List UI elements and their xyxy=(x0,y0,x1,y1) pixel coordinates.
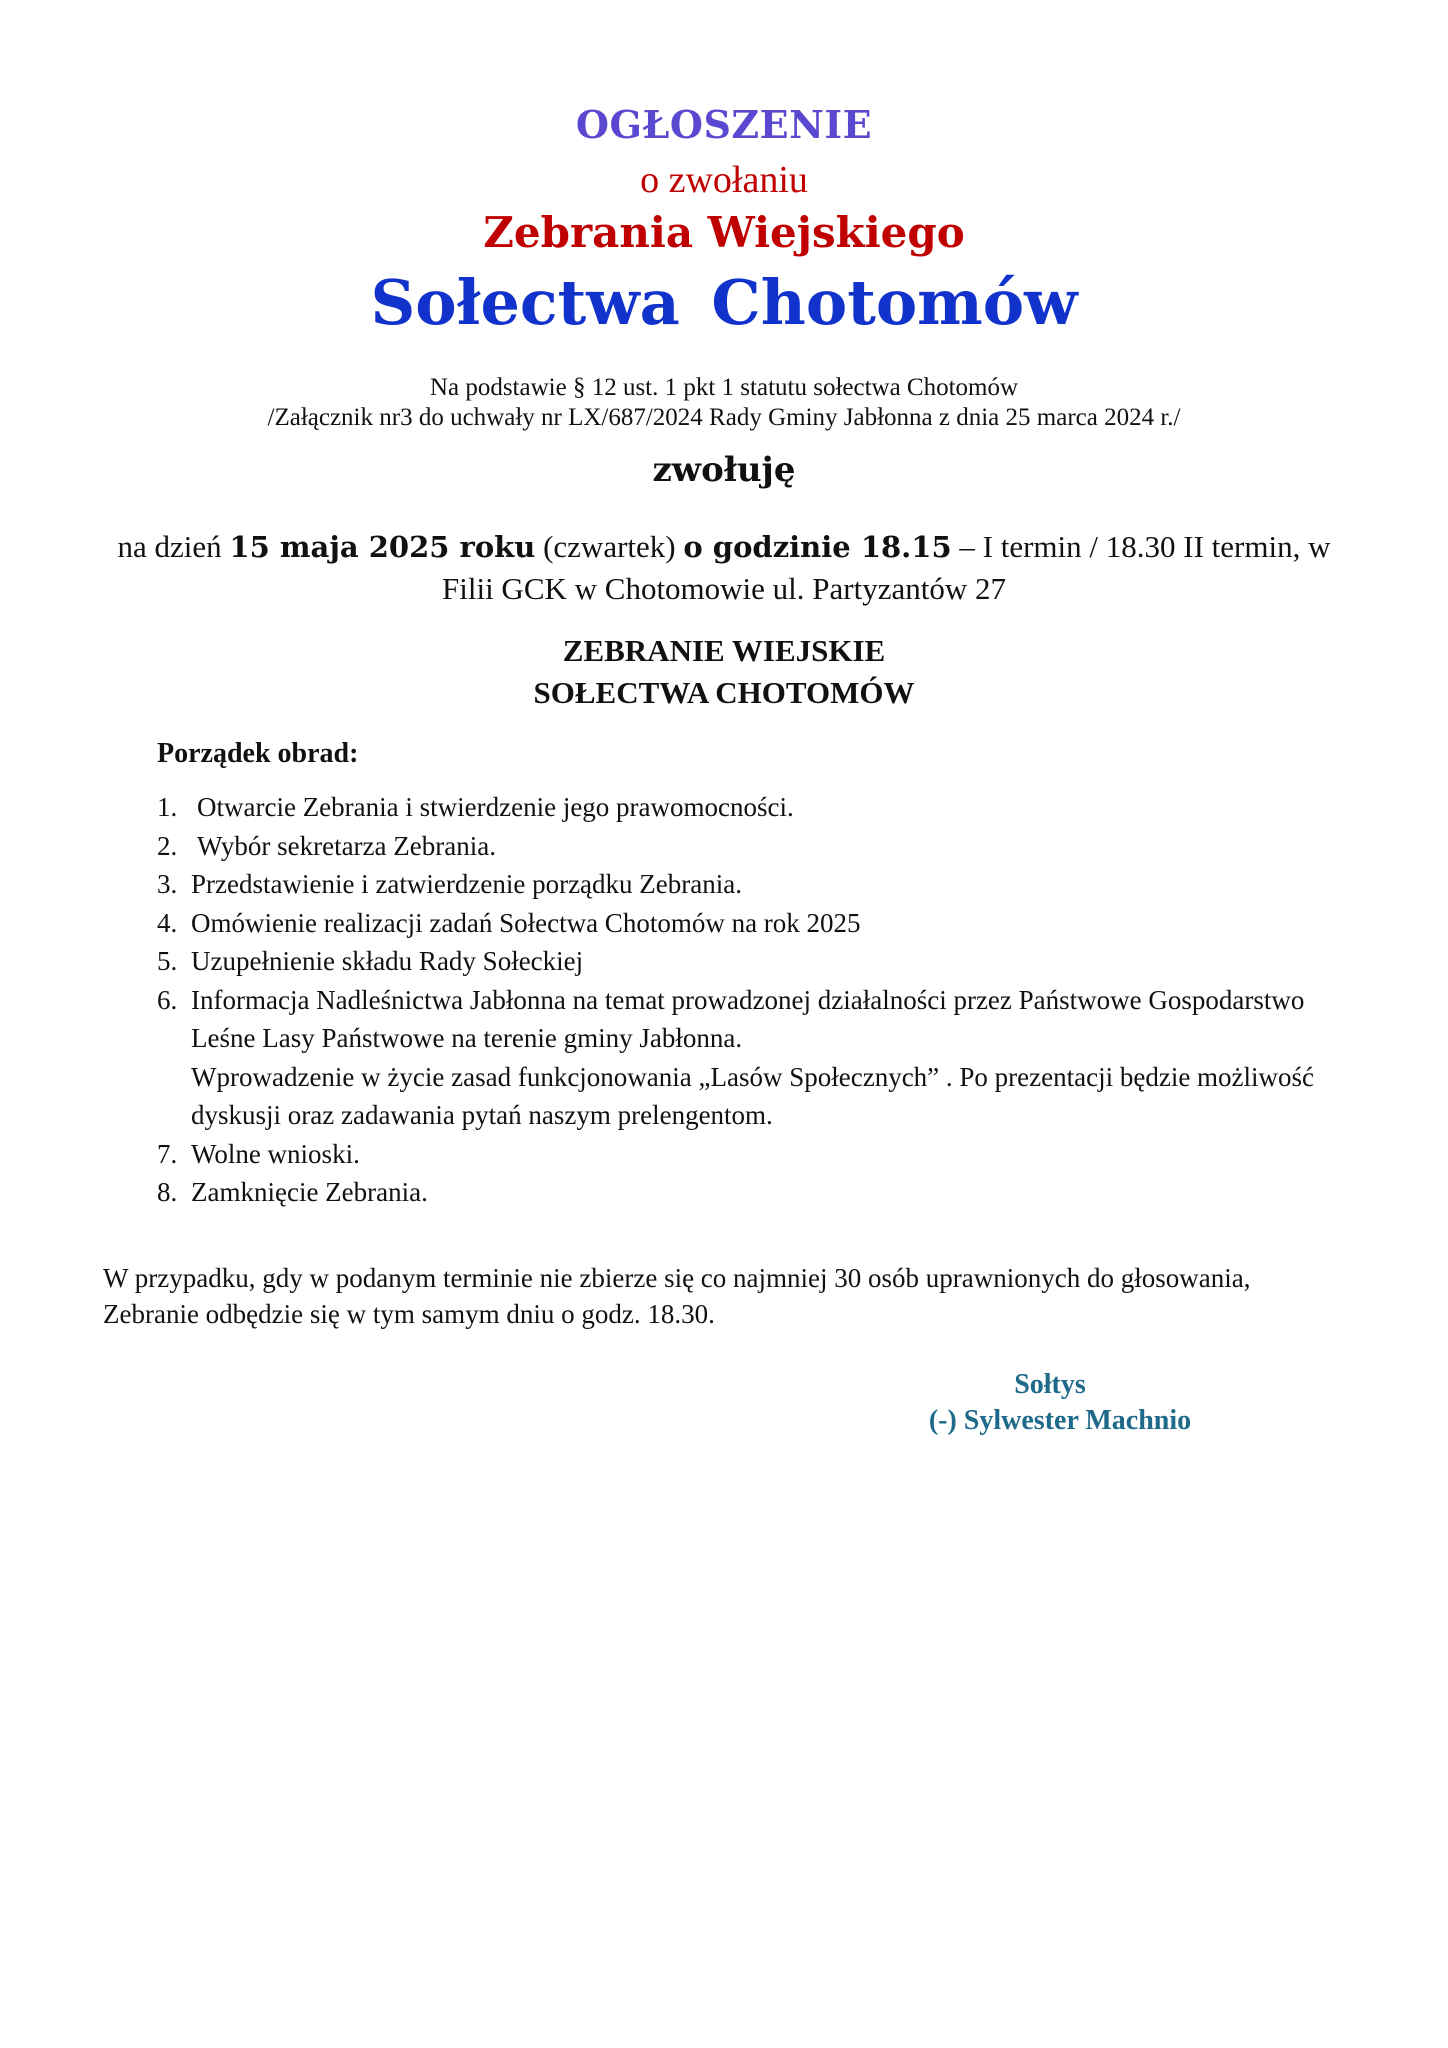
item-text: Otwarcie Zebrania i stwierdzenie jego prawomocności. xyxy=(197,792,794,822)
item-text-continued: Wprowadzenie w życie zasad funkcjonowania „Lasów Społecznych” . Po prezentacji będzie możliwość dyskusji oraz zadawania pytań naszym prelengentom. xyxy=(191,1061,1315,1130)
item-text: Zamknięcie Zebrania. xyxy=(191,1177,428,1207)
list-item xyxy=(157,904,1357,943)
list-item xyxy=(157,981,1357,1135)
section-heading-line-1: ZEBRANIE WIEJSKIE xyxy=(562,633,886,668)
list-item xyxy=(157,827,1357,866)
list-item xyxy=(157,1135,1357,1174)
meeting-hour: o godzinie 18.15 xyxy=(683,530,952,564)
signature-block xyxy=(850,1367,1250,1439)
section-heading-line-2: SOŁECTWA CHOTOMÓW xyxy=(533,675,915,710)
meeting-place: – I termin / 18.30 II termin, w Filii GCK w Chotomowie ul. Partyzantów 27 xyxy=(441,529,1331,606)
legal-basis-line-1: Na podstawie § 12 ust. 1 pkt 1 statutu sołectwa Chotomów xyxy=(429,374,1019,401)
item-number: 1. xyxy=(157,792,178,822)
meeting-weekday: (czwartek) xyxy=(535,529,684,564)
section-heading xyxy=(0,630,1448,714)
agenda-title: Porządek obrad: xyxy=(157,738,359,769)
item-text: Omówienie realizacji zadań Sołectwa Chotomów na rok 2025 xyxy=(191,907,861,938)
item-text: Wolne wnioski. xyxy=(191,1138,360,1169)
item-number: 2. xyxy=(157,830,178,861)
meeting-date: 15 maja 2025 roku xyxy=(229,530,536,564)
list-item xyxy=(157,1173,1357,1212)
quorum-notice: W przypadku, gdy w podanym terminie nie zbierze się co najmniej 30 osób uprawnionych do głosowania, Zebranie odbędzie się w tym samym dniu o godz. 18.30. xyxy=(103,1263,1251,1329)
list-item xyxy=(157,942,1357,981)
announcement-subtitle: o zwołaniu xyxy=(640,159,808,201)
item-text: Wybór sekretarza Zebrania. xyxy=(197,830,496,861)
village-title: Sołectwa Chotomów xyxy=(370,266,1078,339)
item-number: 5. xyxy=(157,946,178,976)
list-item xyxy=(157,788,1357,827)
legal-basis xyxy=(0,373,1448,433)
item-text: Uzupełnienie składu Rady Sołeckiej xyxy=(191,946,584,976)
item-number: 6. xyxy=(157,984,178,1015)
signature-name: (-) Sylwester Machnio xyxy=(928,1405,1192,1436)
item-number: 4. xyxy=(157,907,178,938)
date-prefix: na dzień xyxy=(117,529,230,564)
item-number: 3. xyxy=(157,869,178,899)
item-number: 8. xyxy=(157,1177,178,1207)
meeting-title: Zebrania Wiejskiego xyxy=(483,208,965,257)
item-text: Informacja Nadleśnictwa Jabłonna na temat prowadzonej działalności przez Państwowe Gospodarstwo Leśne Lasy Państwowe na terenie gminy Jabłonna. xyxy=(191,984,1305,1053)
convene-heading: zwołuję xyxy=(652,450,796,490)
item-number: 7. xyxy=(157,1138,178,1169)
signature-role: Sołtys xyxy=(1014,1369,1086,1400)
list-item xyxy=(157,865,1357,904)
announcement-title: OGŁOSZENIE xyxy=(575,102,873,147)
meeting-date-paragraph xyxy=(100,526,1348,610)
legal-basis-line-2: /Załącznik nr3 do uchwały nr LX/687/2024 Rady Gminy Jabłonna z dnia 25 marca 2024 r./ xyxy=(267,404,1181,431)
agenda-list xyxy=(157,788,1357,1212)
item-text: Przedstawienie i zatwierdzenie porządku Zebrania. xyxy=(191,869,742,899)
